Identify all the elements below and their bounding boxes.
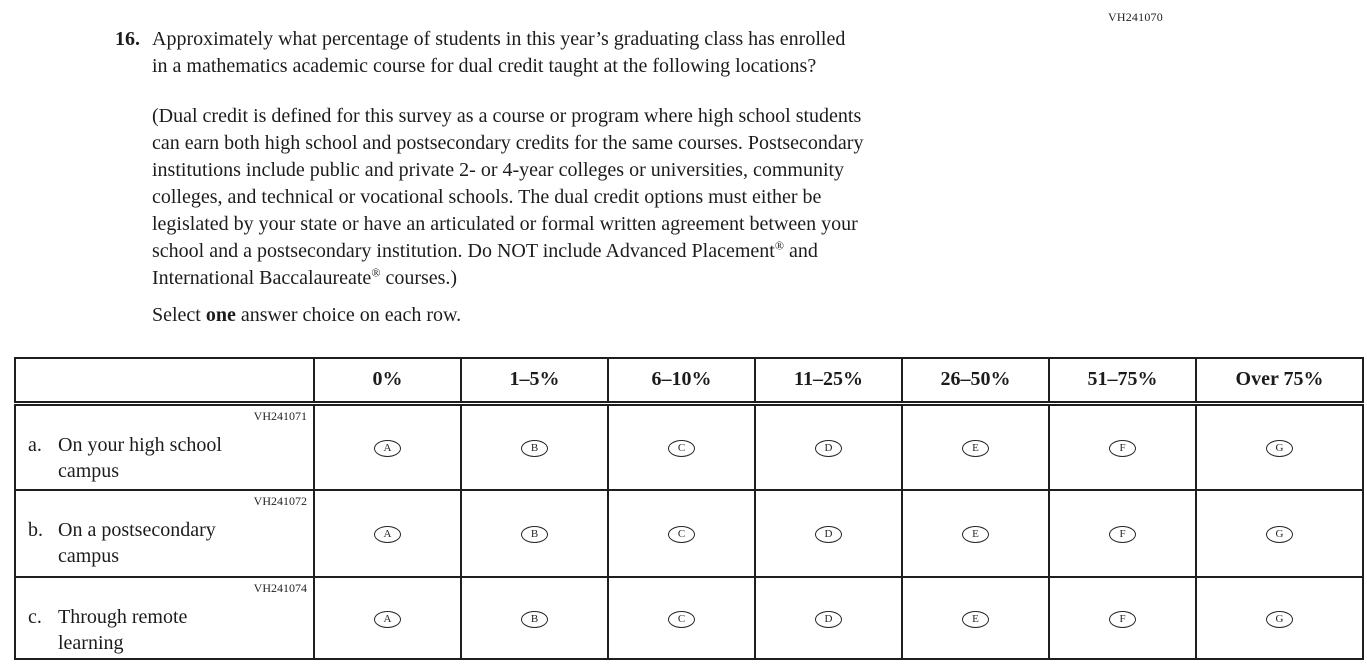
option-cell xyxy=(902,490,1049,577)
row-prefix-a: a. xyxy=(28,433,42,456)
answer-bubble-c-B[interactable]: B xyxy=(521,611,548,628)
form-code: VH241070 xyxy=(1108,10,1163,24)
definition-line-6 xyxy=(152,238,1112,265)
option-cell xyxy=(608,490,755,577)
row-label-a-line-2: campus xyxy=(58,459,120,482)
column-header-26-50pct: 26–50% xyxy=(902,358,1049,403)
row-label-b-line-2: campus xyxy=(58,545,120,567)
answer-bubble-b-A[interactable]: A xyxy=(374,526,401,543)
option-cell xyxy=(608,403,755,490)
column-header-11-25pct: 11–25% xyxy=(755,358,902,403)
column-header-6-10pct: 6–10% xyxy=(608,358,755,403)
registered-trademark-symbol: ® xyxy=(774,238,784,253)
option-cell xyxy=(902,403,1049,490)
option-cell xyxy=(461,490,608,577)
option-cell xyxy=(755,577,902,659)
column-header-0pct: 0% xyxy=(314,358,461,403)
option-cell xyxy=(314,403,461,490)
column-header-over-75pct: Over 75% xyxy=(1196,358,1363,403)
column-header-51-75pct: 51–75% xyxy=(1049,358,1196,403)
option-cell xyxy=(1049,490,1196,577)
table-row-high-school-campus xyxy=(15,403,1363,490)
column-header-blank xyxy=(15,358,314,403)
row-label-b-line-1: On a postsecondary xyxy=(58,519,216,541)
definition-line-6-tail: and xyxy=(783,240,818,262)
option-cell xyxy=(1196,403,1363,490)
answer-bubble-c-D[interactable]: D xyxy=(815,611,842,628)
option-cell xyxy=(608,577,755,659)
definition-line-6-text: school and a postsecondary institution. Do NOT include Advanced Placement xyxy=(152,240,775,262)
answer-bubble-a-A[interactable]: A xyxy=(374,440,401,457)
definition-line-3: institutions include public and private 2- or 4-year colleges or universities, community xyxy=(152,159,845,181)
table-row-postsecondary-campus xyxy=(15,490,1363,577)
row-label-c-line-1: Through remote xyxy=(58,606,188,628)
answer-bubble-b-E[interactable]: E xyxy=(962,526,989,543)
answer-bubble-b-D[interactable]: D xyxy=(815,526,842,543)
row-label-text-a xyxy=(58,432,222,484)
option-cell xyxy=(1196,577,1363,659)
instruction-bold-one: one xyxy=(205,304,236,326)
answer-bubble-b-B[interactable]: B xyxy=(521,526,548,543)
option-cell xyxy=(314,577,461,659)
row-code-a: VH241071 xyxy=(253,408,307,423)
option-cell xyxy=(461,577,608,659)
instruction-post: answer choice on each row. xyxy=(235,304,462,326)
answer-bubble-a-F[interactable]: F xyxy=(1109,440,1136,457)
answer-bubble-c-C[interactable]: C xyxy=(668,611,695,628)
option-cell xyxy=(1049,403,1196,490)
row-label-c-line-2: learning xyxy=(58,632,124,654)
answer-bubble-b-F[interactable]: F xyxy=(1109,526,1136,543)
definition-line-7-text: International Baccalaureate xyxy=(152,267,372,289)
definition-line-5: legislated by your state or have an articulated or formal written agreement between your xyxy=(152,213,858,235)
answer-bubble-b-G[interactable]: G xyxy=(1266,526,1293,543)
answer-bubble-a-G[interactable]: G xyxy=(1266,440,1293,457)
answer-bubble-a-D[interactable]: D xyxy=(815,440,842,457)
dual-credit-definition xyxy=(152,103,1112,292)
answer-grid-table xyxy=(14,357,1364,660)
definition-line-1: (Dual credit is defined for this survey as a course or program where high school students xyxy=(152,105,862,127)
question-16 xyxy=(115,26,1115,80)
answer-bubble-a-E[interactable]: E xyxy=(962,440,989,457)
row-label-cell-c xyxy=(15,577,314,659)
option-cell xyxy=(1196,490,1363,577)
row-prefix-b: b. xyxy=(28,519,43,541)
answer-bubble-a-C[interactable]: C xyxy=(668,440,695,457)
definition-line-7-tail: courses.) xyxy=(380,267,458,289)
row-label-text-c xyxy=(58,604,187,656)
column-header-1-5pct: 1–5% xyxy=(461,358,608,403)
question-line-2: in a mathematics academic course for dual credit taught at the following locations? xyxy=(152,55,817,77)
row-code-b: VH241072 xyxy=(253,494,307,508)
definition-line-7 xyxy=(152,265,1112,292)
row-label-cell-a xyxy=(15,403,314,490)
header-row xyxy=(15,358,1363,403)
answer-bubble-c-A[interactable]: A xyxy=(374,611,401,628)
instruction-pre: Select xyxy=(152,304,206,326)
row-label-b xyxy=(16,517,313,569)
row-prefix-c: c. xyxy=(28,606,42,628)
option-cell xyxy=(755,490,902,577)
select-instruction xyxy=(152,304,461,327)
table-row-remote-learning xyxy=(15,577,1363,659)
registered-trademark-symbol: ® xyxy=(371,265,381,280)
row-label-a xyxy=(16,432,313,484)
row-code-c: VH241074 xyxy=(253,581,307,595)
option-cell xyxy=(902,577,1049,659)
option-cell xyxy=(314,490,461,577)
answer-bubble-a-B[interactable]: B xyxy=(521,440,548,457)
option-cell xyxy=(1049,577,1196,659)
option-cell xyxy=(461,403,608,490)
row-label-text-b xyxy=(58,517,216,569)
question-number: 16. xyxy=(115,28,140,50)
answer-bubble-c-E[interactable]: E xyxy=(962,611,989,628)
question-line-1: Approximately what percentage of students in this year’s graduating class has enrolled xyxy=(152,28,846,50)
definition-line-2: can earn both high school and postsecondary credits for the same courses. Postsecondary xyxy=(152,132,864,154)
row-label-a-line-1: On your high school xyxy=(58,433,222,456)
row-label-cell-b xyxy=(15,490,314,577)
answer-bubble-c-F[interactable]: F xyxy=(1109,611,1136,628)
row-label-c xyxy=(16,604,313,656)
option-cell xyxy=(755,403,902,490)
definition-line-4: colleges, and technical or vocational schools. The dual credit options must either be xyxy=(152,186,822,208)
answer-bubble-b-C[interactable]: C xyxy=(668,526,695,543)
answer-bubble-c-G[interactable]: G xyxy=(1266,611,1293,628)
question-text xyxy=(152,26,845,80)
